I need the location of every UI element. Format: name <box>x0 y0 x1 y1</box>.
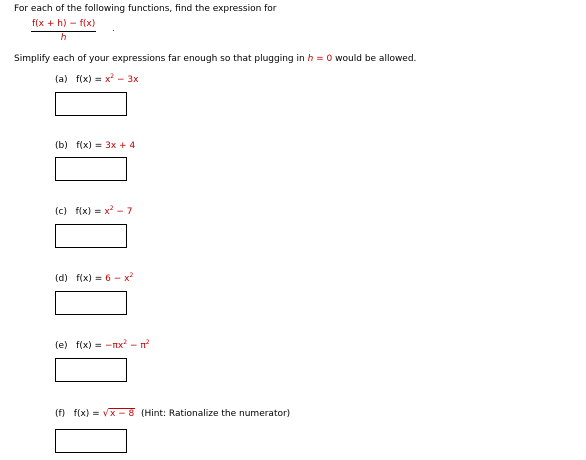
part-a-answer-input[interactable] <box>55 92 127 116</box>
difference-quotient <box>31 19 96 44</box>
instruction-var: h <box>307 54 314 64</box>
part-f-label: (f) <box>55 409 66 419</box>
part-f-rhs: √x − 8 <box>102 408 135 419</box>
part-c-answer-input[interactable] <box>55 224 127 248</box>
intro-text: For each of the following functions, find the expression for <box>14 4 277 14</box>
part-e-question <box>55 341 150 351</box>
part-a-rhs: $x^2 - 3x$ <box>104 73 139 85</box>
sqrt-icon: √ <box>102 408 109 419</box>
part-b-label: (b) <box>55 141 68 151</box>
part-d-lhs: f(x) = <box>76 274 103 284</box>
part-a-question <box>55 75 138 85</box>
instruction-prefix: Simplify each of your expressions far enough so that plugging in <box>14 54 305 64</box>
instruction-suffix: would be allowed. <box>335 54 417 64</box>
part-a-label: (a) <box>55 75 68 85</box>
part-c-question <box>55 207 133 217</box>
fraction-period: . <box>112 24 115 34</box>
part-b-answer-input[interactable] <box>55 157 127 181</box>
part-e-answer-input[interactable] <box>55 358 127 382</box>
part-d-question <box>55 274 133 284</box>
part-f-hint: (Hint: Rationalize the numerator) <box>141 409 291 419</box>
part-e-lhs: f(x) = <box>76 341 103 351</box>
part-d-answer-input[interactable] <box>55 291 127 315</box>
part-e-label: (e) <box>55 341 68 351</box>
fraction-denominator: h <box>60 33 67 43</box>
instruction-text <box>14 54 416 64</box>
part-b-lhs: f(x) = <box>76 141 103 151</box>
part-f-answer-input[interactable] <box>55 429 127 453</box>
part-d-rhs: $6 - x^2$ <box>105 272 134 284</box>
part-f-question <box>55 408 290 419</box>
part-c-label: (c) <box>55 207 67 217</box>
fraction-numerator: f(x + h) − f(x) <box>31 19 96 32</box>
part-d-label: (d) <box>55 274 68 284</box>
part-e-rhs: $-\pi x^2 - \pi^2$ <box>104 339 150 351</box>
instruction-eq: = 0 <box>316 54 333 64</box>
part-c-rhs: $x^2 - 7$ <box>104 205 133 217</box>
part-a-lhs: f(x) = <box>76 75 103 85</box>
part-f-lhs: f(x) = <box>73 409 100 419</box>
part-b-question <box>55 141 135 151</box>
part-b-rhs: 3x + 4 <box>105 141 136 151</box>
part-c-lhs: f(x) = <box>75 207 102 217</box>
